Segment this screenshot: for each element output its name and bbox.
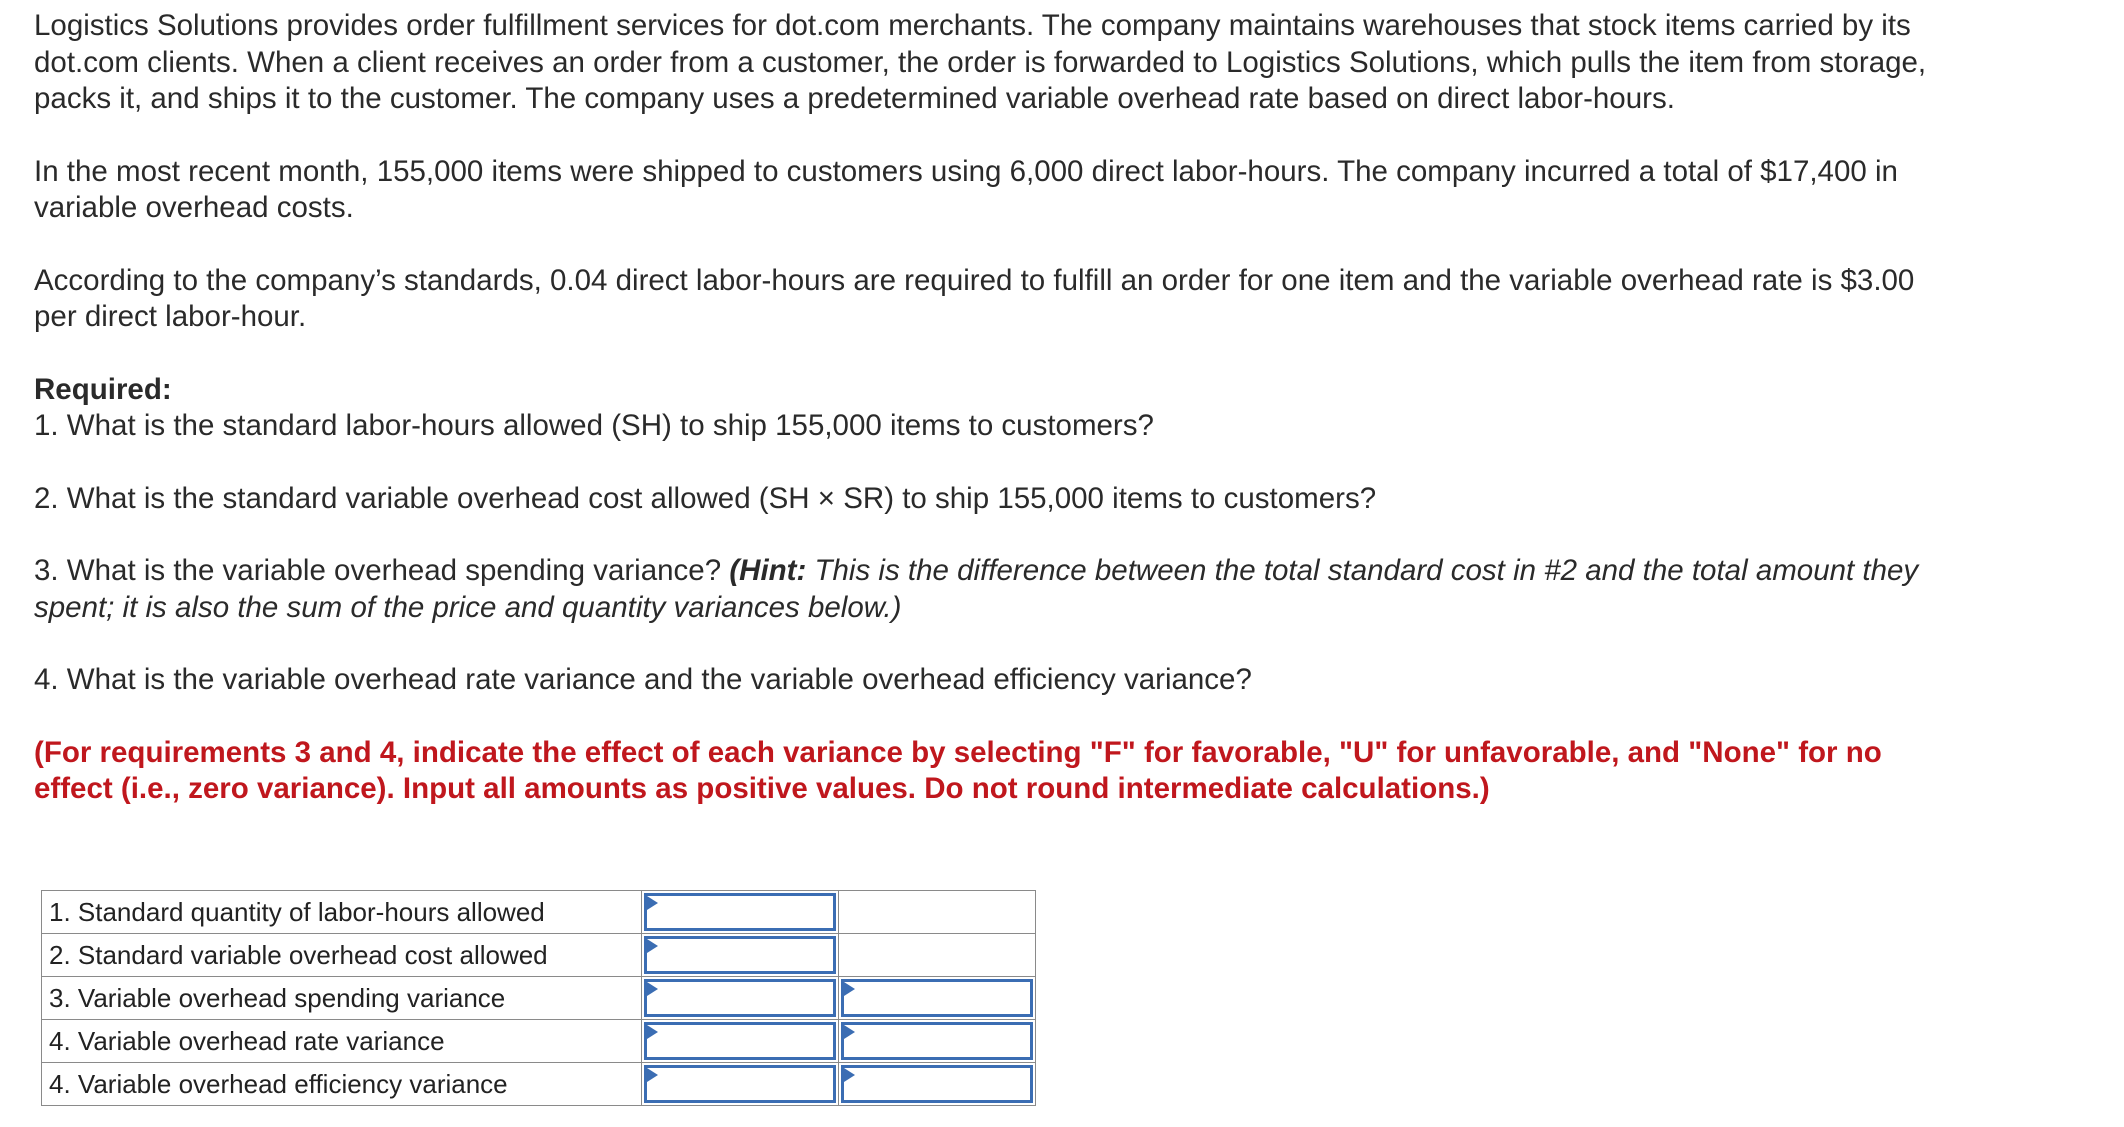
input-marker-icon [647, 1025, 658, 1039]
amount-cell[interactable] [642, 1063, 839, 1106]
effect-cell-empty [839, 891, 1036, 934]
amount-input[interactable] [647, 982, 833, 1014]
amount-input[interactable] [647, 939, 833, 971]
amount-cell[interactable] [642, 934, 839, 977]
row-label: 3. Variable overhead spending variance [42, 977, 642, 1020]
effect-select[interactable] [841, 1065, 1033, 1103]
amount-cell[interactable] [642, 891, 839, 934]
amount-cell[interactable] [642, 1020, 839, 1063]
question-3 [34, 553, 1934, 626]
effect-select-value[interactable] [844, 982, 1030, 1014]
effect-select-cell[interactable] [839, 977, 1036, 1020]
row-label: 4. Variable overhead rate variance [42, 1020, 642, 1063]
dropdown-marker-icon [844, 1068, 855, 1082]
effect-select[interactable] [841, 1022, 1033, 1060]
input-marker-icon [647, 896, 658, 910]
month-paragraph: In the most recent month, 155,000 items were shipped to customers using 6,000 direct labor-hours. The company incurred a total of $17,400 in variable overhead costs. [34, 154, 1898, 224]
table-row [42, 891, 1036, 934]
input-marker-icon [647, 982, 658, 996]
row-label: 4. Variable overhead efficiency variance [42, 1063, 642, 1106]
answer-table [41, 890, 1036, 1106]
effect-select-value[interactable] [844, 1068, 1030, 1100]
question-3-text: 3. What is the variable overhead spending variance? [34, 554, 730, 587]
amount-input-box[interactable] [644, 979, 836, 1017]
effect-cell-empty [839, 934, 1036, 977]
amount-cell[interactable] [642, 977, 839, 1020]
amount-input[interactable] [647, 896, 833, 928]
amount-input[interactable] [647, 1025, 833, 1057]
table-row [42, 977, 1036, 1020]
input-marker-icon [647, 939, 658, 953]
input-marker-icon [647, 1068, 658, 1082]
amount-input[interactable] [647, 1068, 833, 1100]
effect-select-cell[interactable] [839, 1020, 1036, 1063]
effect-select[interactable] [841, 979, 1033, 1017]
amount-input-box[interactable] [644, 1022, 836, 1060]
instructions-note: (For requirements 3 and 4, indicate the effect of each variance by selecting "F" for favorable, "U" for unfavorable, and "None" for no effect (i.e., zero variance). Input all amounts as positive values. Do not round intermediate calculations.) [34, 735, 1882, 805]
amount-input-box[interactable] [644, 936, 836, 974]
dropdown-marker-icon [844, 982, 855, 996]
amount-input-box[interactable] [644, 1065, 836, 1103]
question-2: 2. What is the standard variable overhead cost allowed (SH × SR) to ship 155,000 items to customers? [34, 481, 1377, 515]
amount-input-box[interactable] [644, 893, 836, 931]
table-row [42, 934, 1036, 977]
effect-select-value[interactable] [844, 1025, 1030, 1057]
intro-paragraph: Logistics Solutions provides order fulfillment services for dot.com merchants. The company maintains warehouses that stock items carried by its dot.com clients. When a client receives an order from a customer, the order is forwarded to Logistics Solutions, which pulls the item from storage, packs it, and ships it to the customer. The company uses a predetermined variable overhead rate based on direct labor-hours. [34, 9, 1927, 115]
dropdown-marker-icon [844, 1025, 855, 1039]
table-row [42, 1063, 1036, 1106]
question-1: 1. What is the standard labor-hours allowed (SH) to ship 155,000 items to customers? [34, 409, 1154, 442]
row-label: 2. Standard variable overhead cost allowed [42, 934, 642, 977]
row-label: 1. Standard quantity of labor-hours allowed [42, 891, 642, 934]
standards-paragraph: According to the company’s standards, 0.04 direct labor-hours are required to fulfill an order for one item and the variable overhead rate is $3.00 per direct labor-hour. [34, 263, 1915, 333]
table-row [42, 1020, 1036, 1063]
required-heading: Required: [34, 372, 172, 406]
problem-content [34, 8, 1934, 808]
question-3-hint-label: (Hint: [729, 554, 807, 587]
effect-select-cell[interactable] [839, 1063, 1036, 1106]
question-4: 4. What is the variable overhead rate variance and the variable overhead efficiency variance? [34, 663, 1252, 696]
question-3-hint-text: This is the difference between the total standard cost in #2 and the total amount they spent; it is also the sum of the price and quantity variances below.) [34, 554, 1919, 624]
